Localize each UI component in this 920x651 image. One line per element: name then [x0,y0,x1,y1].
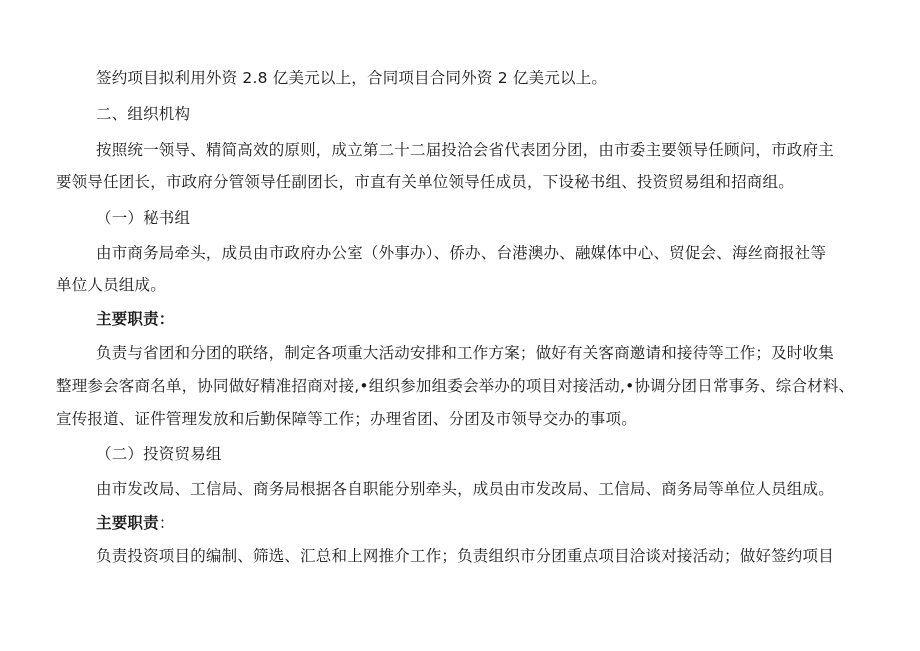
paragraph-line: 要领导任团长，市政府分管领导任副团长，市直有关单位领导任成员，下设秘书组、投资贸易组和招商组。 [56,173,794,191]
subsection-heading: （二）投资贸易组 [96,445,222,463]
paragraph-line: 单位人员组成。 [56,276,166,294]
duties-heading: 主要职责 [96,514,159,532]
duties-heading-row [96,513,175,533]
duties-heading: 主要职责： [96,310,175,328]
paragraph-line: 由市发改局、工信局、商务局根据各自职能分别牵头，成员由市发改局、工信局、商务局等单位人员组成。 [96,480,834,498]
paragraph-line: 按照统一领导、精简高效的原则，成立第二十二届投洽会省代表团分团，由市委主要领导任顾问，市政府主 [96,141,834,159]
subsection-heading: （一）秘书组 [96,209,191,227]
paragraph-line: 负责与省团和分团的联络，制定各项重大活动安排和工作方案；做好有关客商邀请和接待等工作；及时收集 [96,344,834,362]
paragraph-line: 签约项目拟利用外资 2.8 亿美元以上，合同项目合同外资 2 亿美元以上。 [96,69,608,87]
duties-colon: ： [158,514,175,532]
paragraph-line: 整理参会客商名单，协同做好精准招商对接,•组织参加组委会举办的项目对接活动,•协调分团日常事务、综合材料、 [56,377,855,395]
paragraph-line: 由市商务局牵头，成员由市政府办公室（外事办）、侨办、台港澳办、融媒体中心、贸促会、海丝商报社等 [96,244,827,262]
section-heading: 二、组织机构 [96,105,191,123]
paragraph-line: 负责投资项目的编制、筛选、汇总和上网推介工作；负责组织市分团重点项目洽谈对接活动；做好签约项目 [96,547,834,565]
paragraph-line: 宣传报道、证件管理发放和后勤保障等工作；办理省团、分团及市领导交办的事项。 [56,410,637,428]
